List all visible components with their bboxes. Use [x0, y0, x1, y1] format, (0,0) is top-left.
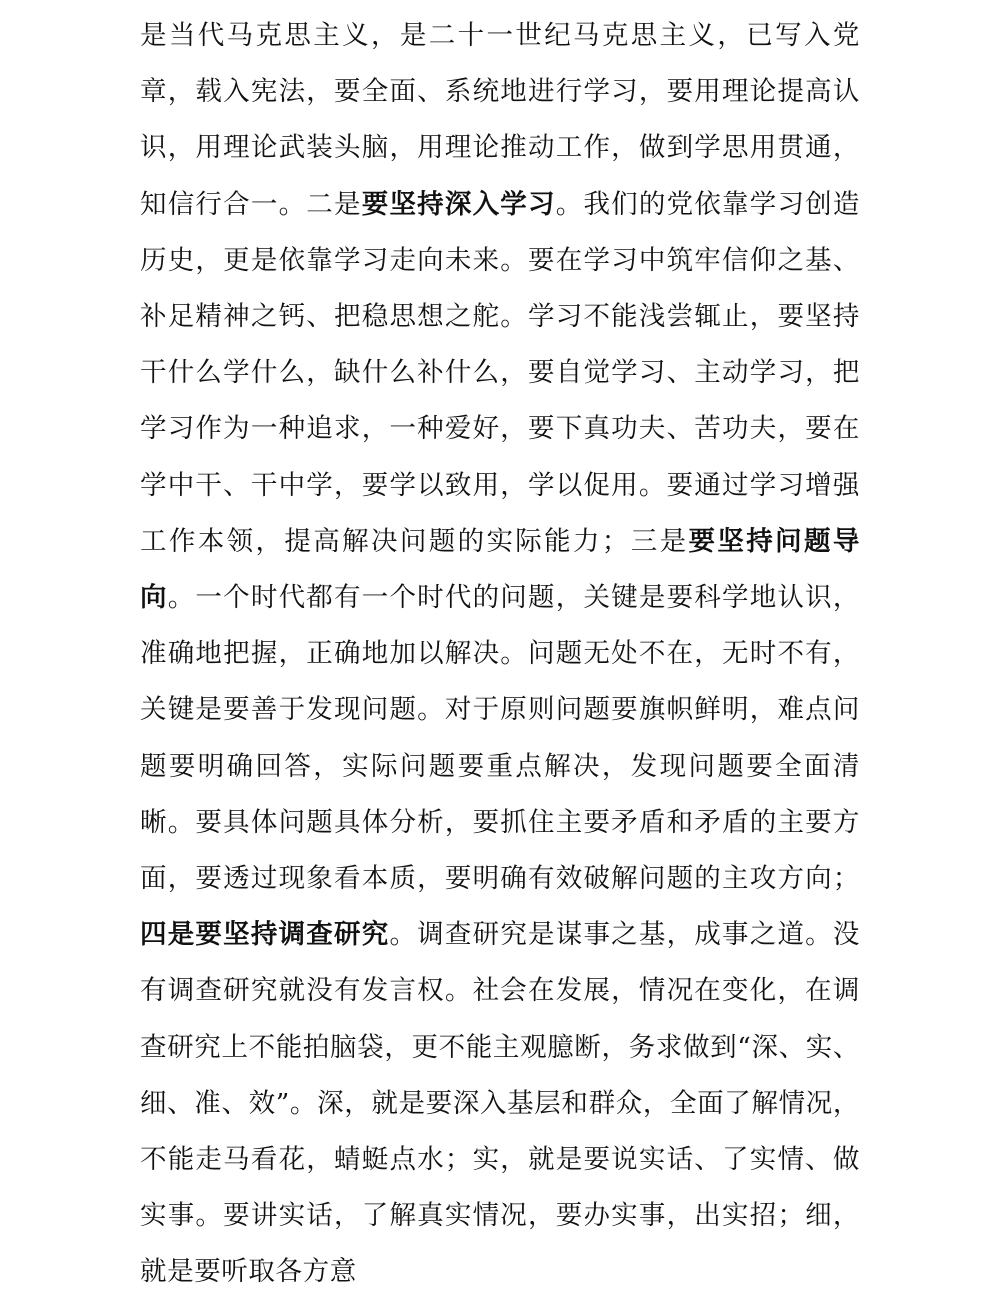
document-body [140, 8, 860, 1301]
body-paragraph [140, 8, 860, 1301]
text-run: 。一个时代都有一个时代的问题，关键是要科学地认识，准确地把握，正确地加以解决。问题无处不在，无时不有，关键是要善于发现问题。对于原则问题要旗帜鲜明，难点问题要明确回答，实际问题要重点解决，发现问题要全面清晰。要具体问题具体分析，要抓住主要矛盾和矛盾的主要方面，要透过现象看本质，要明确有效破解问题的主攻方向； [140, 582, 860, 895]
text-run-bold: 要坚持问题导向 [140, 525, 860, 614]
text-run: 是当代马克思主义，是二十一世纪马克思主义，已写入党章，载入宪法，要全面、系统地进行学习，要用理论提高认识，用理论武装头脑，用理论推动工作，做到学思用贯通，知信行合一。二是 [140, 20, 860, 220]
text-run-bold: 要坚持深入学习 [361, 188, 556, 220]
text-run: 。调查研究是谋事之基，成事之道。没有调查研究就没有发言权。社会在发展，情况在变化，在调查研究上不能拍脑袋，更不能主观臆断，务求做到“深、实、细、准、效”。深，就是要深入基层和群众，全面了解情况，不能走马看花，蜻蜓点水；实，就是要说实话、了实情、做实事。要讲实话，了解真实情况，要办实事，出实招；细，就是要听取各方意 [140, 919, 861, 1288]
text-run: 。我们的党依靠学习创造历史，更是依靠学习走向未来。要在学习中筑牢信仰之基、补足精神之钙、把稳思想之舵。学习不能浅尝辄止，要坚持干什么学什么，缺什么补什么，要自觉学习、主动学习，把学习作为一种追求，一种爱好，要下真功夫、苦功夫，要在学中干、干中学，要学以致用，学以促用。要通过学习增强工作本领，提高解决问题的实际能力；三是 [140, 188, 860, 557]
text-run-bold: 四是要坚持调查研究 [140, 919, 390, 951]
